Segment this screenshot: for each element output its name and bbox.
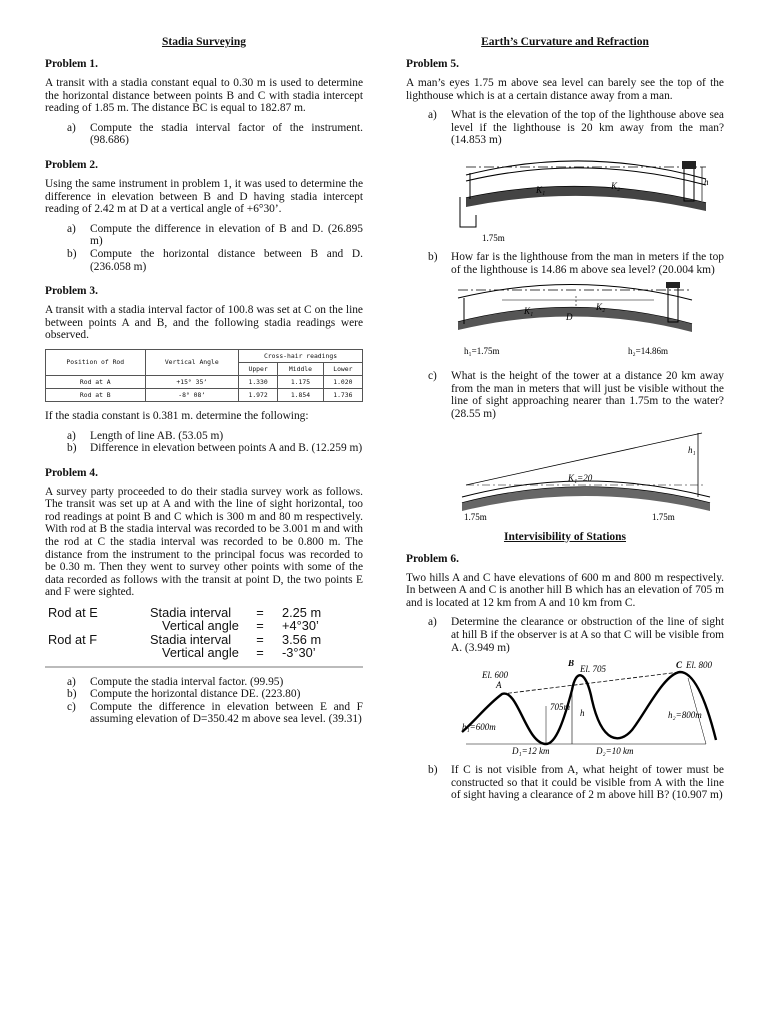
problem-5-text: A man’s eyes 1.75 m above sea level can barely see the top of the lighthouse which is at a certain distance away from a man. — [406, 77, 724, 102]
problem-4-items — [45, 676, 363, 726]
point-b-label: B — [568, 660, 575, 669]
list-item: c) What is the height of the tower at a distance 20 km away from the man in meters that will just be visible without the line of sight approaching nearer than 1.75m to the water? (28.55 m) — [428, 370, 724, 420]
problem-2-title: Problem 2. — [45, 158, 98, 171]
problem-4-title: Problem 4. — [45, 466, 98, 479]
problem-4-text: A survey party proceeded to do their stadia survey work as follows. The transit was set up at A and with the line of sight horizontal, too rod readings at point B and C which is 300 m and 80 m respectively. With rod at B the stadia interval was recorded to be 3.001 m and with the rod at C the stadia interval was recorded to be 0.800 m. The distance from the instrument to the principal focus was recorded to be 0.30 m. Then they went to survey other points with some of the data recorded as follows with the transit at point D, the two points E and F were sighted. — [45, 485, 363, 599]
d-label: D — [566, 312, 573, 323]
figure-curvature-c — [406, 427, 724, 521]
list-item: b) Compute the horizontal distance between B and D. (236.058 m) — [67, 247, 363, 273]
k2-label: K₂ — [611, 180, 621, 191]
list-item: b) If C is not visible from A, what height of tower must be constructed so that it could be visible from A with the line of sight having a clearance of 2 m above hill B? (10.907 m) — [428, 764, 724, 802]
table-cell: 1.854 — [278, 388, 323, 401]
list-item: a) Length of line AB. (53.05 m) — [67, 429, 224, 442]
el800-label: El. 800 — [686, 660, 712, 671]
table-cell: Rod at A — [46, 375, 146, 388]
figure-intervisibility — [406, 660, 724, 756]
problem-1-title: Problem 1. — [45, 58, 98, 70]
list-item: a) Determine the clearance or obstruction of the line of sight at hill B if the observer is at A so that C will be visible from A. (3.949 m) — [428, 616, 724, 654]
h-label: h — [704, 176, 709, 187]
h-label: h — [580, 708, 585, 719]
h-label: h₁ — [688, 444, 696, 455]
table-row — [46, 388, 363, 401]
list-item: b) Difference in elevation between points A and B. (12.259 m) — [67, 442, 363, 455]
table-header: Vertical Angle — [145, 349, 238, 375]
table-header: Middle — [278, 362, 323, 375]
h2-label: h₂=14.86m — [628, 346, 668, 357]
right-h-label: 1.75m — [652, 511, 675, 521]
problem-2-items — [45, 223, 363, 273]
table-cell: +15° 35’ — [145, 375, 238, 388]
problem-3-title: Problem 3. — [45, 285, 98, 298]
list-item: a) Compute the stadia interval factor of the instrument. (98.686) — [67, 121, 363, 147]
separator-line — [45, 666, 363, 668]
left-column — [45, 36, 363, 732]
k1-label: K₁ — [536, 184, 546, 195]
table-header: Cross-hair readings — [239, 349, 363, 362]
k1-label: K₁ — [524, 306, 534, 317]
section-title-intervisibility: Intervisibility of Stations — [503, 530, 627, 543]
figure-curvature-a — [406, 153, 724, 243]
rod-readings: Rod at E Stadia interval = 2.25 m Vertical angle = +4°30’ Rod at F Stadia interval = 3.56 m Vertical angle = -3°30’ — [48, 605, 322, 661]
problem-3-items — [45, 430, 363, 455]
list-item: a) Compute the stadia interval factor. (99.95) — [67, 675, 284, 688]
list-item: c) Compute the difference in elevation between E and F assuming elevation of D=350.42 m above sea level. (39.31) — [67, 700, 363, 726]
list-item: b) How far is the lighthouse from the man in meters if the top of the lighthouse is 14.86 m above sea level? (20.004 km) — [428, 250, 724, 276]
point-c-label: C — [676, 660, 683, 671]
left-h-label: 1.75m — [464, 511, 487, 521]
el600-label: El. 600 — [482, 670, 508, 681]
m705-label: 705m — [550, 702, 570, 713]
k-label: K₁=20 — [568, 472, 593, 483]
figure-curvature-b — [406, 282, 724, 362]
el705-label: El. 705 — [580, 664, 606, 675]
problem-3-text: A transit with a stadia interval factor of 100.8 was set at C on the line between points A and B, and the following stadia readings were observed. — [45, 304, 363, 342]
section-title-curvature: Earth’s Curvature and Refraction — [481, 36, 649, 48]
list-item: b) Compute the horizontal distance DE. (223.80) — [67, 688, 301, 701]
d2-label: D₂=10 km — [596, 746, 634, 757]
k2-label: K₂ — [596, 302, 606, 313]
table-cell: -8° 08’ — [145, 388, 238, 401]
table-row — [46, 375, 363, 388]
problem-6-item-a — [406, 616, 724, 654]
list-item: a) Compute the difference in elevation of B and D. (26.895 m) — [67, 222, 363, 248]
stadia-readings-table — [45, 349, 363, 402]
table-cell: 1.020 — [323, 375, 362, 388]
problem-5-title: Problem 5. — [406, 58, 459, 70]
h-175-label: 1.75m — [482, 232, 505, 243]
problem-1-text: A transit with a stadia constant equal to 0.30 m is used to determine the horizontal distance between points B and C with stadia intercept reading of 1.85 m. The distance BC is equal to 182.87 m. — [45, 77, 363, 115]
problem-6-item-b — [406, 764, 724, 802]
right-column — [406, 36, 724, 808]
table-cell: 1.972 — [239, 388, 278, 401]
table-header: Upper — [239, 362, 278, 375]
table-cell: 1.330 — [239, 375, 278, 388]
table-cell: 1.736 — [323, 388, 362, 401]
h2-label: h₂=800m — [668, 710, 702, 721]
table-cell: Rod at B — [46, 388, 146, 401]
problem-6-text: Two hills A and C have elevations of 600 m and 800 m respectively. In between A and C is another hill B which has an elevation of 705 m and is located at 12 km from A and 10 km from C. — [406, 571, 724, 609]
problem-5-item-a — [406, 109, 724, 147]
problem-5-item-c — [406, 370, 724, 420]
problem-3-after: If the stadia constant is 0.381 m. determine the following: — [45, 409, 309, 422]
d1-label: D₁=12 km — [512, 746, 550, 757]
table-cell: 1.175 — [278, 375, 323, 388]
section-title-stadia: Stadia Surveying — [161, 36, 247, 48]
h1-label: h₁=600m — [462, 722, 496, 733]
problem-2-text: Using the same instrument in problem 1, it was used to determine the difference in elevation between B and D having stadia intercept reading of 2.42 m at D at a vertical angle of +6°30’. — [45, 177, 363, 216]
list-item: a) What is the elevation of the top of the lighthouse above sea level if the lighthouse is 20 km away from the man? (14.853 m) — [428, 109, 724, 147]
point-a-label: A — [496, 680, 502, 691]
problem-5-item-b — [406, 251, 724, 276]
table-header: Lower — [323, 362, 362, 375]
problem-6-title: Problem 6. — [406, 552, 459, 565]
problem-1-items — [45, 122, 363, 147]
table-header: Position of Rod — [46, 349, 146, 375]
h1-label: h₁=1.75m — [464, 346, 500, 357]
